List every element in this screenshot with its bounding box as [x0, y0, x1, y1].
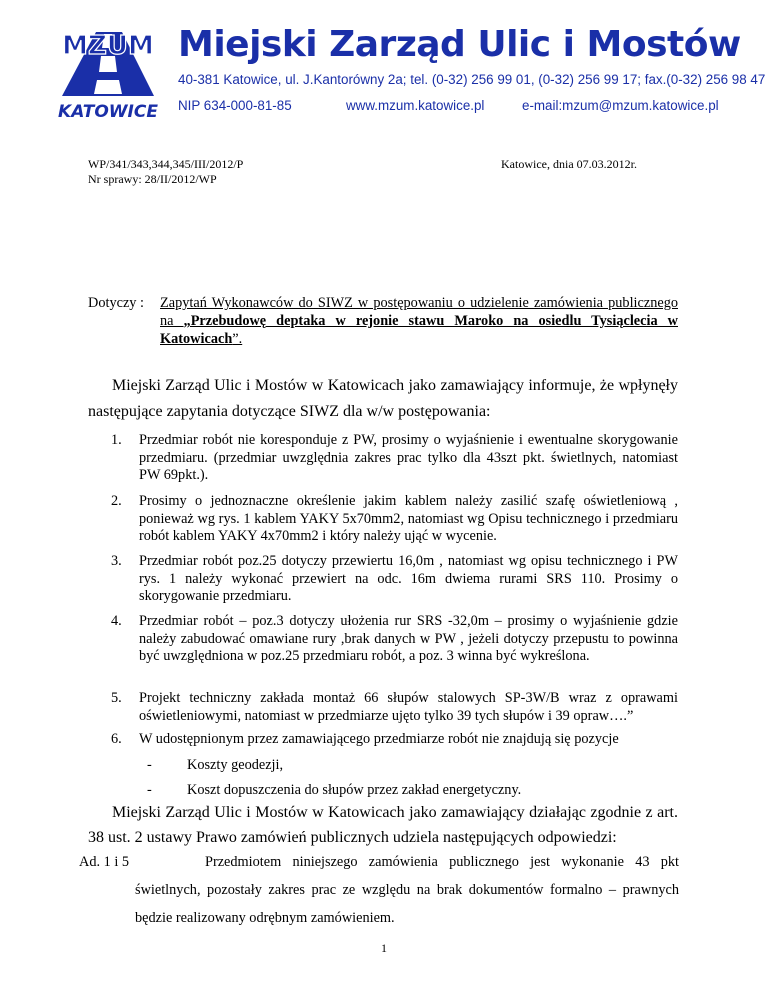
list-item-number: 4. [111, 613, 122, 629]
page-number: 1 [381, 941, 387, 955]
list-item [111, 432, 678, 485]
response-intro-paragraph: Miejski Zarząd Ulic i Mostów w Katowicach jako zamawiający działając zgodnie z art. 38 ust. 2 ustawy Prawo zamówień publicznych udziela następujących odpowiedzi: [88, 804, 678, 846]
list-item-number: 6. [111, 731, 122, 747]
logo-top-text: MZUM [62, 31, 154, 61]
email-link[interactable]: e-mail:mzum@mzum.katowice.pl [522, 98, 719, 113]
list-item [111, 731, 678, 749]
case-number: Nr sprawy: 28/II/2012/WP [88, 172, 217, 186]
sub-list-text: Koszt dopuszczenia do słupów przez zakład energetyczny. [187, 782, 522, 798]
subject-text-plain: Zapytań Wykonawców do SIWZ w postępowaniu o udzielenie zamówienia publicznego na [160, 295, 678, 329]
list-item-number: 5. [111, 690, 122, 706]
list-item-text: Przedmiar robót nie koresponduje z PW, prosimy o wyjaśnienie i ewentualne skorygowanie przedmiaru. (przedmiar uwzględnia zakres prac tylko dla 43szt pkt. świetlnych, natomiast PW 69pkt.). [139, 432, 678, 483]
answer-text-wrapper [135, 848, 679, 932]
list-item-text: Przedmiar robót poz.25 dotyczy przewiertu 16,0m , natomiast wg opisu technicznego i PW rys. 1 należy wykonać przewiert na odc. 16m dwiema rurami SRS 110. Prosimy o skorygowanie przedmiaru. [139, 553, 678, 604]
organization-name: Miejski Zarząd Ulic i Mostów [178, 24, 741, 65]
list-item [111, 613, 678, 666]
list-item [111, 690, 678, 725]
subject-text-bold: „Przebudowę deptaka w rejonie stawu Maroko na osiedlu Tysiąclecia w Katowicach [160, 313, 678, 347]
sub-list-text: Koszty geodezji, [187, 757, 284, 773]
list-item-text: Prosimy o jednoznaczne określenie jakim kablem należy zasilić szafę oświetleniową , ponieważ wg rys. 1 kablem YAKY 5x70mm2, natomiast wg Opisu technicznego i przedmiaru robót kablem YAKY 4x70mm2 i który należy ująć w wycenie. [139, 493, 678, 544]
answer-block [79, 848, 679, 932]
letterhead [52, 24, 766, 121]
list-item [111, 493, 678, 546]
list-item-text: W udostępnionym przez zamawiającego przedmiarze robót nie znajdują się pozycje [139, 731, 619, 747]
answer-text: Przedmiotem niniejszego zamówienia publicznego jest wykonanie 43 pkt świetlnych, pozostały zakres prac ze względu na brak dokumentów formalno – prawnych będzie realizowany odrębnym zamówieniem. [135, 854, 679, 926]
place-and-date: Katowice, dnia 07.03.2012r. [501, 157, 637, 171]
answer-label: Ad. 1 i 5 [79, 854, 130, 870]
nip-number: NIP 634-000-81-85 [178, 98, 292, 113]
list-item-text: Przedmiar robót – poz.3 dotyczy ułożenia rur SRS -32,0m – prosimy o wyjaśnienie gdzie należy zabudować omawiane rury ,brak danych w PW , jeżeli dotyczy przepustu to powinna być uwzględniona w poz.25 przedmiaru robót, a poz. 3 winna być wykreślona. [139, 613, 678, 664]
sub-list-dash: - [147, 757, 152, 773]
list-item-number: 3. [111, 553, 122, 569]
sub-list-dash: - [147, 782, 152, 798]
subject-text [160, 294, 678, 348]
list-item [111, 553, 678, 606]
website-link[interactable]: www.mzum.katowice.pl [346, 98, 485, 113]
subject-label: Dotyczy : [88, 295, 144, 311]
contact-address-line: 40-381 Katowice, ul. J.Kantorówny 2a; tel. (0-32) 256 99 01, (0-32) 256 99 17; fax.(0-32) 256 98 47 [178, 72, 766, 87]
mzum-logo [52, 26, 164, 121]
list-item-text: Projekt techniczny zakłada montaż 66 słupów stalowych SP-3W/B wraz z oprawami oświetleniowymi, natomiast w przedmiarze ujęto tylko 39 tych słupów i 39 opraw….” [139, 690, 678, 724]
list-item-number: 1. [111, 432, 122, 448]
list-item-number: 2. [111, 493, 122, 509]
intro-paragraph: Miejski Zarząd Ulic i Mostów w Katowicach jako zamawiający informuje, że wpłynęły następujące zapytania dotyczące SIWZ dla w/w postępowania: [88, 377, 678, 420]
logo-bottom-text: KATOWICE [58, 102, 158, 121]
reference-number: WP/341/343,344,345/III/2012/P [88, 157, 244, 171]
subject-text-end: ”. [232, 331, 243, 347]
